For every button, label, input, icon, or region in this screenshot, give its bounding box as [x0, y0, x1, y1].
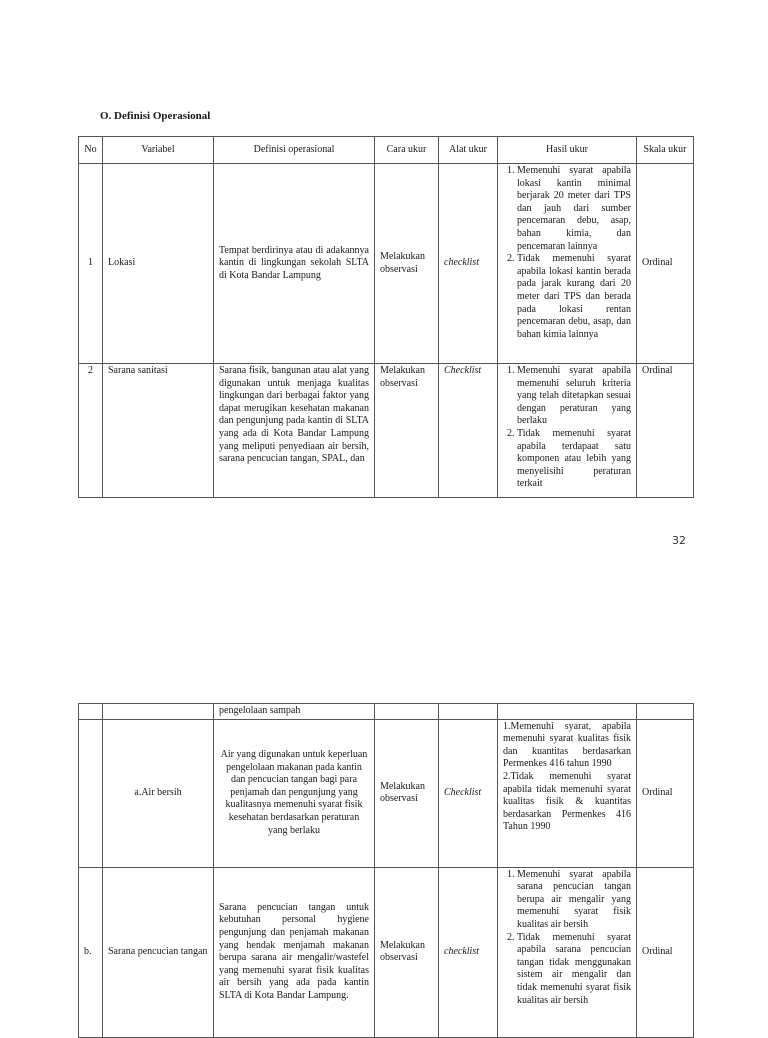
row-cara-ukur: Melakukan observasi [375, 364, 439, 498]
page-number: 32 [672, 534, 686, 547]
header-no: No [79, 137, 103, 164]
table-row [79, 704, 694, 720]
table-row [79, 867, 694, 1037]
row-skala: Ordinal [637, 364, 694, 498]
row-definisi-continued: pengelolaan sampah [214, 704, 375, 720]
hasil-item: 2. Tidak memenuhi syarat apabila lokasi kantin berada pada jarak kurang dari 20 meter dari TPS dan berada pada lokasi rentan pencemaran debu, asap, dan bahan kimia lainnya [517, 253, 631, 341]
header-alat-ukur: Alat ukur [439, 137, 498, 164]
table-row [79, 364, 694, 498]
row-alat-ukur: checklist [439, 867, 498, 1037]
definition-table-continued [78, 703, 694, 1038]
header-cara-ukur: Cara ukur [375, 137, 439, 164]
hasil-item: 1. Memenuhi syarat apabila sarana pencucian tangan berupa air mengalir yang memenuhi syarat fisik kualitas air bersih [517, 869, 631, 932]
row-cara-ukur: Melakukan observasi [375, 867, 439, 1037]
row-skala: Ordinal [637, 867, 694, 1037]
row-no: 2 [79, 364, 103, 498]
row-variabel: Lokasi [103, 164, 214, 364]
row-definisi: Tempat berdirinya atau di adakannya kantin di lingkungan sekolah SLTA di Kota Bandar Lampung [214, 164, 375, 364]
header-hasil-ukur: Hasil ukur [498, 137, 637, 164]
row-hasil-ukur [498, 867, 637, 1037]
row-skala: Ordinal [637, 719, 694, 867]
table-row [79, 164, 694, 364]
row-alat-ukur: Checklist [439, 719, 498, 867]
hasil-item: 1.Memenuhi syarat, apabila memenuhi syarat kualitas fisik dan kuantitas berdasarkan Permenkes 416 tahun 1990 [503, 720, 631, 770]
header-definisi: Definisi operasional [214, 137, 375, 164]
row-no: 1 [79, 164, 103, 364]
row-hasil-ukur [498, 164, 637, 364]
row-hasil-ukur [498, 364, 637, 498]
row-label: b. [84, 945, 92, 957]
hasil-item: 2.Tidak memenuhi syarat apabila tidak memenuhi syarat kualitas fisik & kuantitas berdasarkan Permenkes 416 Tahun 1990 [503, 770, 631, 833]
row-definisi: Sarana fisik, bangunan atau alat yang digunakan untuk menjaga kualitas lingkungan dari berbagai faktor yang dapat merugikan kesehatan makanan dan pengunjung pada kantin di SLTA yang ada di Kota Bandar Lampung yang meliputi penyediaan air bersih, sarana pencucian tangan, SPAL, dan [214, 364, 375, 498]
header-skala-ukur: Skala ukur [637, 137, 694, 164]
row-alat-ukur: checklist [439, 164, 498, 364]
header-variabel: Variabel [103, 137, 214, 164]
row-definisi: Air yang digunakan untuk keperluan pengelolaan makanan pada kantin dan pencucian tangan bagi para penjamah dan pengunjung yang kualitasnya memenuhi syarat fisik kesehatan berdasarkan peraturan yang berlaku [214, 719, 375, 867]
row-alat-ukur: Checklist [439, 364, 498, 498]
row-variabel-text: Sarana pencucian tangan [108, 945, 208, 957]
row-variabel: Sarana sanitasi [103, 364, 214, 498]
table-header-row [79, 137, 694, 164]
row-variabel [84, 867, 214, 1037]
table-row [79, 719, 694, 867]
definition-table [78, 136, 694, 498]
section-heading: O. Definisi Operasional [100, 110, 211, 122]
row-cara-ukur: Melakukan observasi [375, 719, 439, 867]
hasil-item: 1. Memenuhi syarat apabila lokasi kantin minimal berjarak 20 meter dari TPS dan jauh dari sumber pencemaran debu, asap, bahan kimia, dan pencemaran lainnya [517, 165, 631, 253]
row-hasil-ukur [498, 719, 637, 867]
hasil-item: 2. Tidak memenuhi syarat apabila terdapaat satu komponen atau lebih yang menyelisihi peraturan terkait [517, 428, 631, 491]
row-variabel: a.Air bersih [103, 719, 214, 867]
hasil-item: 1. Memenuhi syarat apabila memenuhi seluruh kriteria yang telah ditetapkan sesuai dengan peraturan yang berlaku [517, 365, 631, 428]
hasil-item: 2. Tidak memenuhi syarat apabila sarana pencucian tangan tidak menggunakan sistem air mengalir dan tidak memenuhi syarat fisik kualitas air bersih [517, 932, 631, 1008]
row-skala: Ordinal [637, 164, 694, 364]
row-definisi: Sarana pencucian tangan untuk kebutuhan personal hygiene pengunjung dan penjamah makanan yang hendak menjamah makanan berupa sarana air mengalir/wastefel yang memenuhi syarat fisik kualitas air bersih yang ada pada kantin SLTA di Kota Bandar Lampung. [214, 867, 375, 1037]
row-cara-ukur: Melakukan observasi [375, 164, 439, 364]
